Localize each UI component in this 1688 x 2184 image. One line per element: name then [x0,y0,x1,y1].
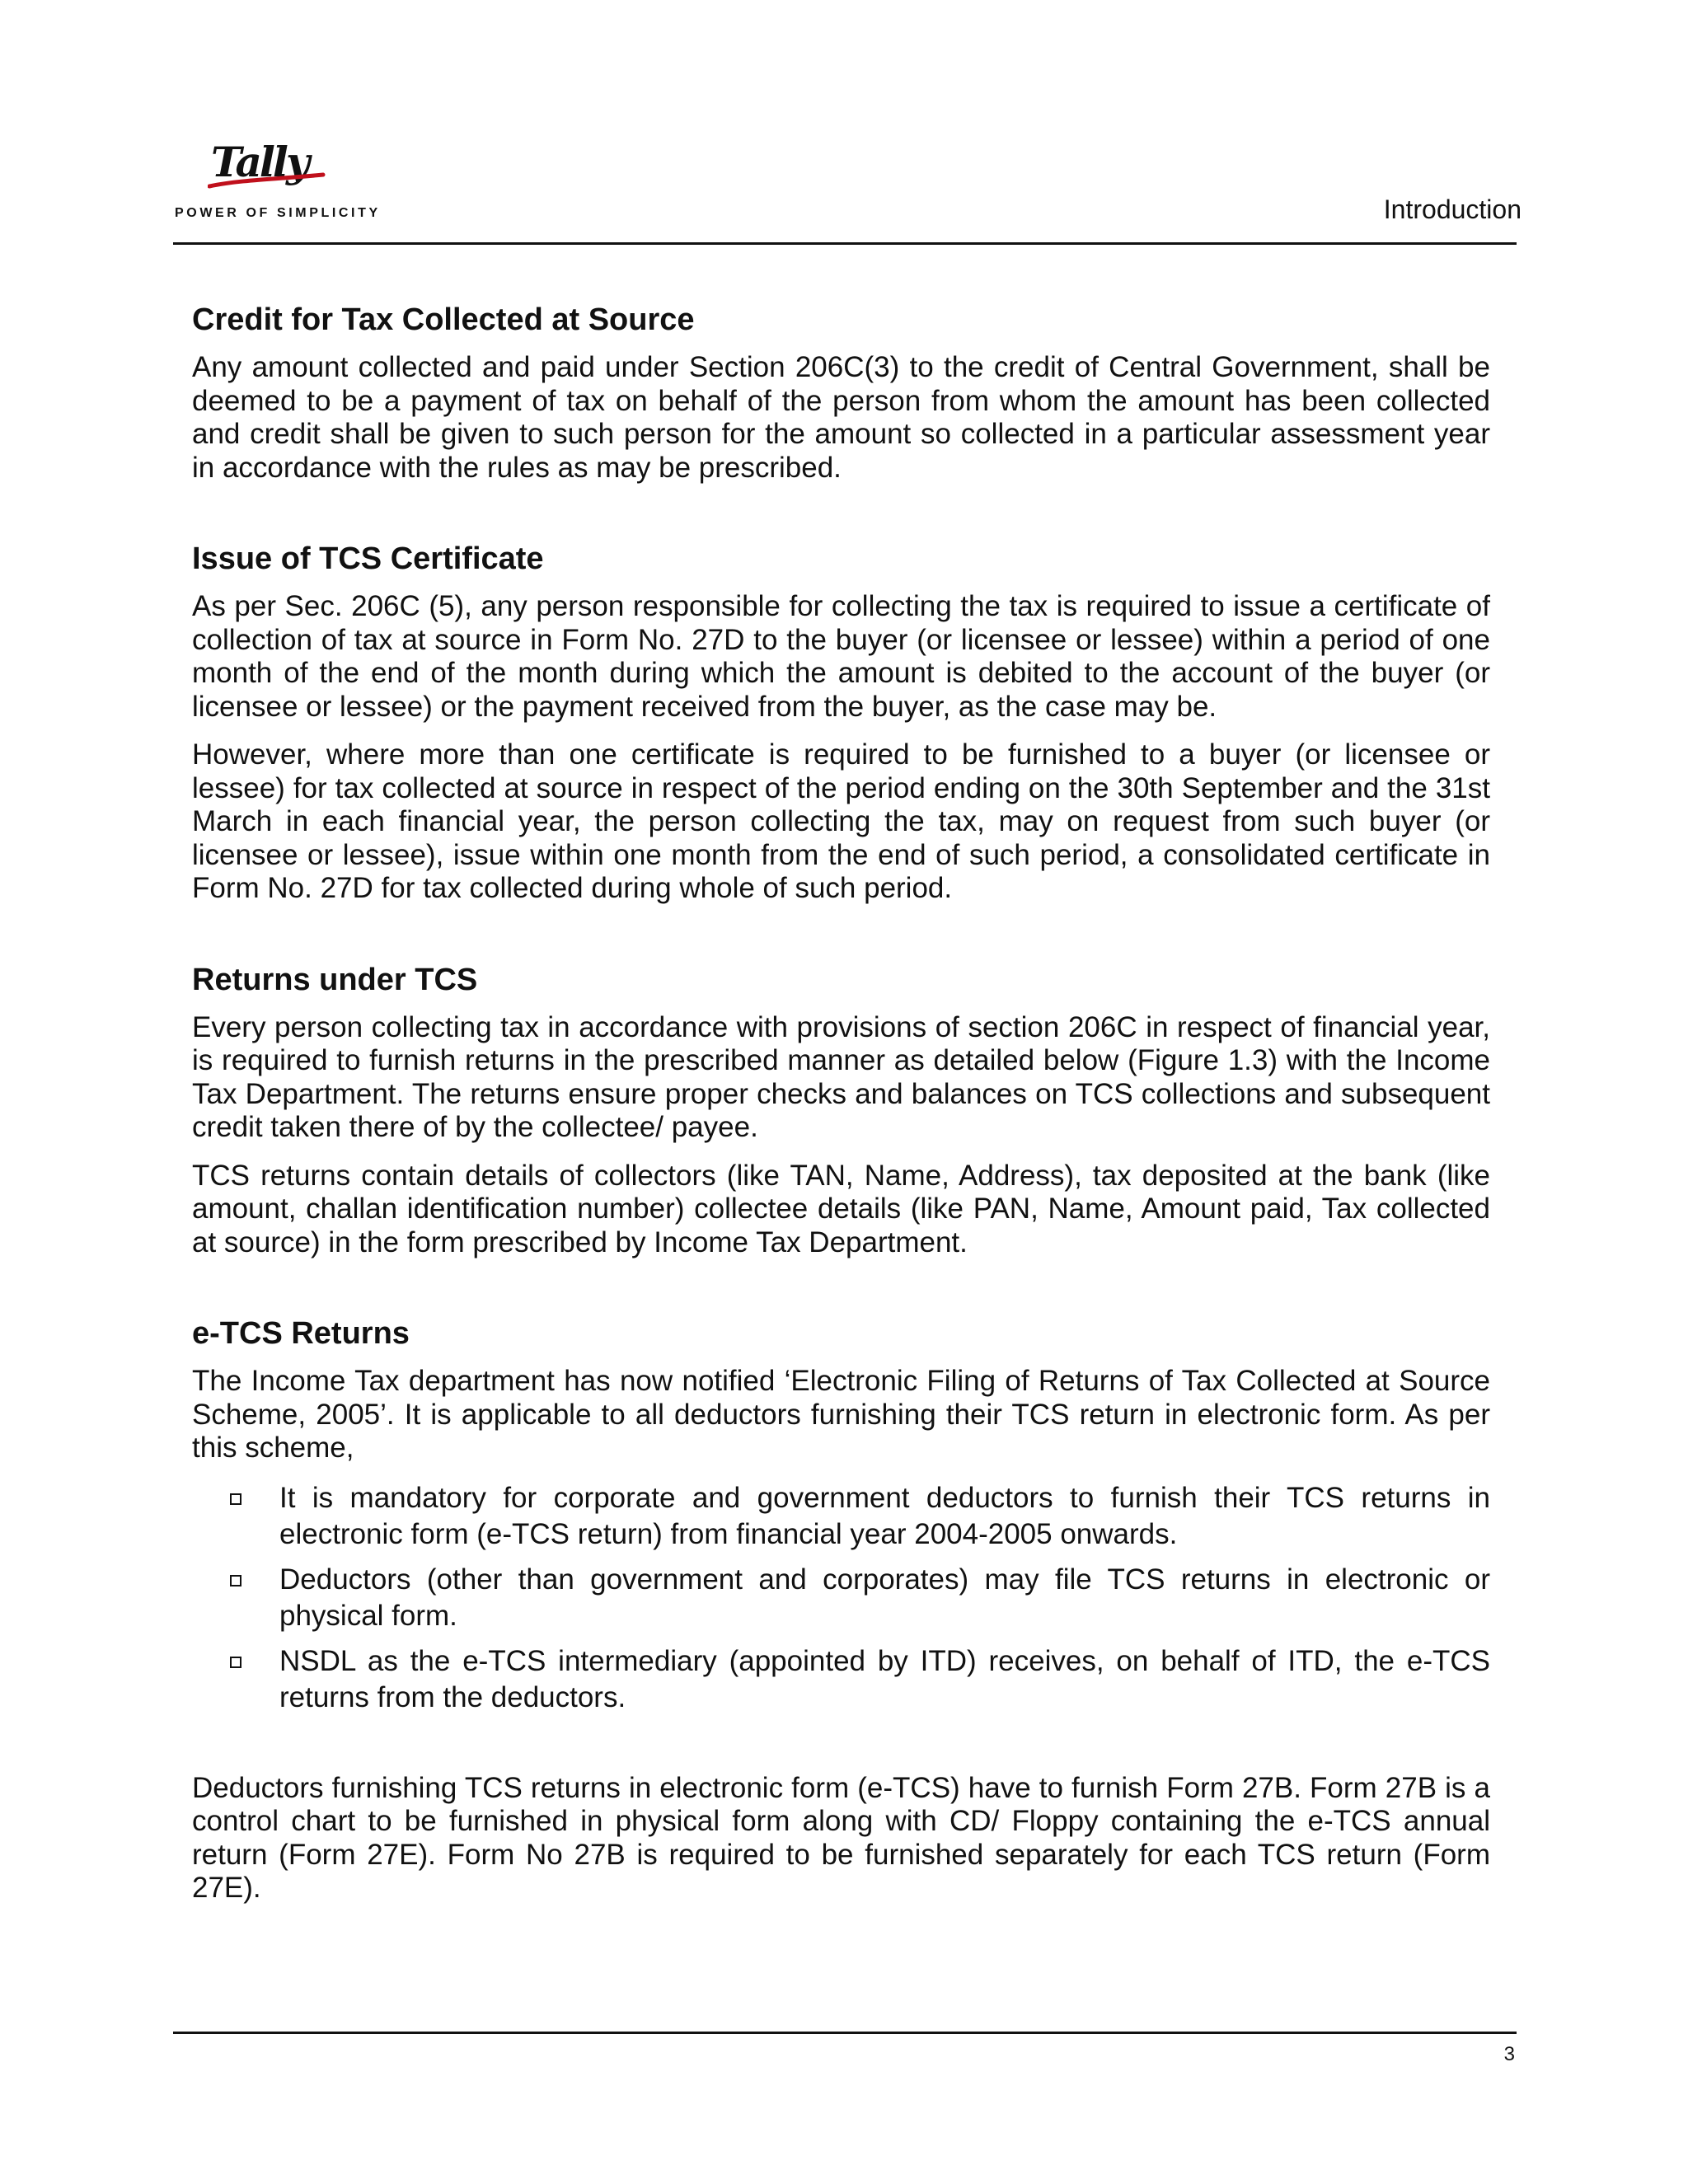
tally-logo-mark [208,138,331,193]
paragraph: Any amount collected and paid under Section 206C(3) to the credit of Central Government, shall be deemed to be a payment of tax on behalf of the person from whom the amount has been collected and credit shall be given to such person for the amount so collected in a particular assessment year in accordance with the rules as may be prescribed. [192,351,1490,484]
footer-rule [173,2032,1517,2034]
svg-text:Tally: Tally [211,138,310,186]
page-content [192,302,1490,1920]
bullet-list [192,1480,1490,1716]
section-heading: Returns under TCS [192,962,478,997]
paragraph: The Income Tax department has now notified ‘Electronic Filing of Returns of Tax Collected at Source Scheme, 2005’. It is applicable to all deductors furnishing their TCS return in electronic form. As per this scheme, [192,1365,1490,1464]
section-heading: Issue of TCS Certificate [192,541,544,576]
square-bullet-icon [230,1657,241,1668]
paragraph: TCS returns contain details of collectors (like TAN, Name, Address), tax deposited at the bank (like amount, challan identification number) collectee details (like PAN, Name, Amount paid, Tax collected at source) in the form prescribed by Income Tax Department. [192,1159,1490,1258]
section-tcs-certificate [192,541,1490,906]
list-item [279,1480,1490,1553]
section-returns-tcs [192,962,1490,1260]
list-item-text: NSDL as the e-TCS intermediary (appointed by ITD) receives, on behalf of ITD, the e-TCS returns from the deductors. [279,1644,1490,1713]
paragraph: However, where more than one certificate is required to be furnished to a buyer (or licensee or lessee) for tax collected at source in respect of the period ending on the 30th September and the 31st March in each financial year, the person collecting the tax, may on request from such buyer (or licensee or lessee), issue within one month from the end of such period, a consolidated certificate in Form No. 27D for tax collected during whole of such period. [192,738,1490,904]
tally-logo [175,138,381,221]
section-heading: Credit for Tax Collected at Source [192,302,695,337]
page-number: 3 [1503,2043,1515,2065]
list-item [279,1562,1490,1634]
list-item [279,1643,1490,1716]
section-credit-tcs [192,302,1490,485]
square-bullet-icon [230,1575,241,1586]
paragraph: Every person collecting tax in accordance with provisions of section 206C in respect of financial year, is required to furnish returns in the prescribed manner as detailed below (Figure 1.3) with the Income Tax Department. The returns ensure proper checks and balances on TCS collections and subsequent credit taken there of by the collectee/ payee. [192,1010,1490,1143]
section-etcs-returns [192,1315,1490,1465]
closing-paragraph: Deductors furnishing TCS returns in electronic form (e-TCS) have to furnish Form 27B. Form 27B is a control chart to be furnished in physical form along with CD/ Floppy containing the e-TCS annual return (Form 27E). Form No 27B is required to be furnished separately for each TCS return (Form 27E). [192,1771,1490,1904]
header-rule [173,242,1517,245]
logo-tagline: POWER OF SIMPLICITY [175,206,381,220]
square-bullet-icon [230,1493,241,1505]
section-heading: e-TCS Returns [192,1316,410,1351]
list-item-text: It is mandatory for corporate and government deductors to furnish their TCS returns in electronic form (e-TCS return) from financial year 2004-2005 onwards. [279,1481,1490,1550]
paragraph: As per Sec. 206C (5), any person responsible for collecting the tax is required to issue a certificate of collection of tax at source in Form No. 27D to the buyer (or licensee or lessee) within a period of one month of the end of the month during which the amount is debited to the account of the buyer (or licensee or lessee) or the payment received from the buyer, as the case may be. [192,590,1490,723]
header-section-title: Introduction [1383,194,1522,224]
list-item-text: Deductors (other than government and corporates) may file TCS returns in electronic or physical form. [279,1563,1490,1632]
